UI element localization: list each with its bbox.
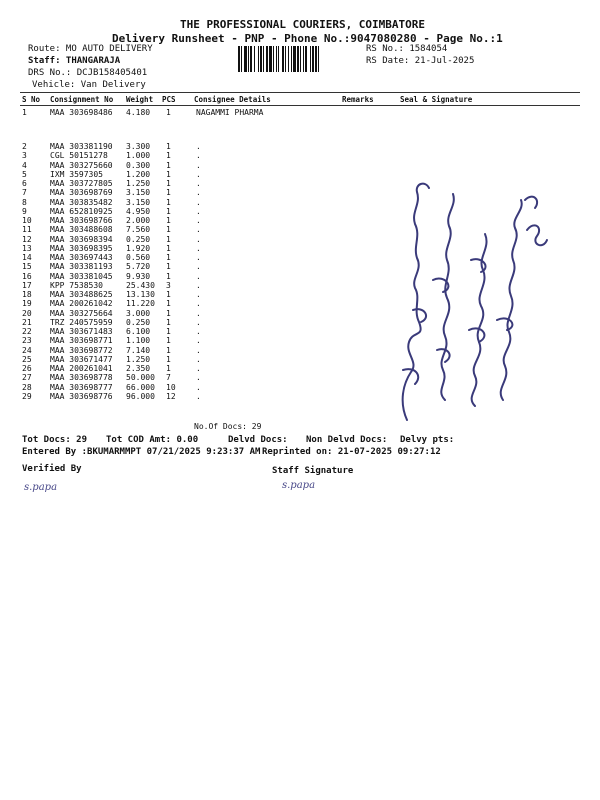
cell-consignment: MAA 303698778 xyxy=(50,373,113,383)
cell-weight: 0.300 xyxy=(126,160,151,170)
col-remarks: Remarks xyxy=(342,95,374,104)
cell-weight: 1.250 xyxy=(126,179,151,188)
cell-consignment: MAA 303381045 xyxy=(50,271,113,281)
barcode-bar xyxy=(303,46,304,72)
barcode-bar xyxy=(273,46,274,72)
cell-sno: 19 xyxy=(22,299,32,309)
cell-sno: 14 xyxy=(22,253,32,262)
barcode-image xyxy=(238,46,362,72)
cell-consignment: MAA 200261041 xyxy=(50,364,113,373)
cell-consignment: TRZ 240575959 xyxy=(50,317,113,327)
cell-sno: 26 xyxy=(22,364,32,373)
barcode-bar xyxy=(305,46,307,72)
cell-sno: 10 xyxy=(22,216,32,225)
staff-signature-label: Staff Signature xyxy=(272,466,354,476)
cell-consignment: MAA 303671483 xyxy=(50,327,113,336)
cell-consignment: MAA 200261042 xyxy=(50,299,113,309)
non-delivered-docs: Non Delvd Docs: xyxy=(306,435,388,445)
cell-weight: 0.250 xyxy=(126,234,151,244)
barcode-bar xyxy=(258,46,259,72)
cell-weight: 1.200 xyxy=(126,169,151,179)
cell-weight: 96.000 xyxy=(126,391,155,401)
cell-weight: 5.720 xyxy=(126,262,151,272)
cell-sno: 28 xyxy=(22,382,32,392)
cell-pcs: 1 xyxy=(166,151,171,161)
barcode-bar xyxy=(269,46,272,72)
cell-consignee: . xyxy=(196,197,201,207)
cell-pcs: 12 xyxy=(166,391,176,401)
rs-number: RS No.: 1584054 xyxy=(366,44,448,54)
rs-date: RS Date: 21-Jul-2025 xyxy=(366,56,475,66)
cell-consignment: MAA 652810925 xyxy=(50,206,113,216)
cell-pcs: 1 xyxy=(166,234,171,244)
cell-sno: 29 xyxy=(22,391,32,401)
cell-consignee: NAGAMMI PHARMA xyxy=(196,108,264,117)
cell-weight: 4.950 xyxy=(126,206,151,216)
header-bottom-rule xyxy=(20,105,580,106)
barcode-bar xyxy=(266,46,268,72)
cell-pcs: 1 xyxy=(166,206,171,216)
cell-sno: 24 xyxy=(22,345,32,355)
barcode-bar xyxy=(278,46,279,72)
cell-consignment: MAA 303698771 xyxy=(50,336,113,346)
cell-weight: 4.180 xyxy=(126,108,151,117)
cell-consignee: . xyxy=(196,373,201,383)
cell-sno: 22 xyxy=(22,327,32,336)
cell-weight: 3.150 xyxy=(126,188,151,198)
cell-pcs: 1 xyxy=(166,169,171,179)
barcode-bar xyxy=(288,46,289,72)
barcode-bar xyxy=(248,46,249,72)
cell-consignee: . xyxy=(196,327,201,336)
cell-sno: 25 xyxy=(22,354,32,364)
cell-pcs: 1 xyxy=(166,345,171,355)
barcode-bar xyxy=(254,46,255,72)
cell-consignee: . xyxy=(196,142,201,151)
barcode-bar xyxy=(291,46,292,72)
cell-weight: 1.250 xyxy=(126,354,151,364)
cell-consignee: . xyxy=(196,290,201,299)
col-consignee: Consignee Details xyxy=(194,95,271,104)
cell-pcs: 1 xyxy=(166,364,171,373)
cell-weight: 3.150 xyxy=(126,197,151,207)
cell-consignee: . xyxy=(196,271,201,281)
cell-sno: 16 xyxy=(22,271,32,281)
barcode-bar xyxy=(244,46,247,72)
cell-consignee: . xyxy=(196,225,201,235)
barcode-bar xyxy=(276,46,277,72)
barcode-bar xyxy=(310,46,311,72)
barcode-bar xyxy=(297,46,299,72)
cell-weight: 2.350 xyxy=(126,364,151,373)
barcode-bar xyxy=(260,46,262,72)
cell-sno: 20 xyxy=(22,308,32,318)
barcode-bar xyxy=(238,46,240,72)
cell-consignment: KPP 7538530 xyxy=(50,280,103,290)
total-docs: Tot Docs: 29 xyxy=(22,435,88,445)
cell-sno: 18 xyxy=(22,290,32,299)
cell-consignee: . xyxy=(196,345,201,355)
barcode-bar xyxy=(300,46,301,72)
cell-weight: 13.130 xyxy=(126,290,155,299)
cell-consignee: . xyxy=(196,317,201,327)
verified-by-signature: s.papa xyxy=(24,482,58,493)
cell-consignment: MAA 303698395 xyxy=(50,243,113,253)
cell-consignee: . xyxy=(196,299,201,309)
cell-sno: 6 xyxy=(22,179,27,188)
barcode-bar xyxy=(318,46,319,72)
cell-weight: 1.920 xyxy=(126,243,151,253)
cell-pcs: 1 xyxy=(166,179,171,188)
barcode-bar xyxy=(250,46,252,72)
cell-consignment: MAA 303698772 xyxy=(50,345,113,355)
col-consignment: Consignment No xyxy=(50,95,114,104)
cell-consignee: . xyxy=(196,160,201,170)
handwritten-signature-scrawl xyxy=(385,170,555,430)
cell-consignment: MAA 303698394 xyxy=(50,234,113,244)
cell-sno: 17 xyxy=(22,280,32,290)
cell-pcs: 1 xyxy=(166,225,171,235)
cell-pcs: 1 xyxy=(166,271,171,281)
cell-sno: 15 xyxy=(22,262,32,272)
cell-sno: 7 xyxy=(22,188,27,198)
cell-consignee: . xyxy=(196,336,201,346)
cell-pcs: 1 xyxy=(166,243,171,253)
cell-pcs: 1 xyxy=(166,262,171,272)
cell-pcs: 1 xyxy=(166,142,171,151)
cell-weight: 9.930 xyxy=(126,271,151,281)
cell-consignment: MAA 303698776 xyxy=(50,391,113,401)
cell-consignment: MAA 303275664 xyxy=(50,308,113,318)
no-of-docs: No.Of Docs: 29 xyxy=(194,422,262,431)
header-top-rule xyxy=(20,92,580,93)
barcode-bar xyxy=(282,46,284,72)
cell-weight: 25.430 xyxy=(126,280,155,290)
cell-weight: 7.560 xyxy=(126,225,151,235)
cell-consignee: . xyxy=(196,391,201,401)
cell-sno: 8 xyxy=(22,197,27,207)
cell-weight: 7.140 xyxy=(126,345,151,355)
delivery-points: Delvy pts: xyxy=(400,435,455,445)
drs-number: DRS No.: DCJB158405401 xyxy=(28,68,148,78)
cell-sno: 13 xyxy=(22,243,32,253)
cell-pcs: 1 xyxy=(166,188,171,198)
col-weight: Weight xyxy=(126,95,154,104)
cell-consignee: . xyxy=(196,169,201,179)
cell-consignment: IXM 3597305 xyxy=(50,169,103,179)
cell-sno: 3 xyxy=(22,151,27,161)
cell-pcs: 1 xyxy=(166,160,171,170)
cell-sno: 5 xyxy=(22,169,27,179)
cell-consignee: . xyxy=(196,179,201,188)
cell-pcs: 10 xyxy=(166,382,176,392)
cell-consignment: MAA 303381190 xyxy=(50,142,113,151)
staff-signature: s.papa xyxy=(282,480,316,491)
cell-weight: 6.100 xyxy=(126,327,151,336)
cell-pcs: 1 xyxy=(166,308,171,318)
cell-consignee: . xyxy=(196,382,201,392)
cell-consignee: . xyxy=(196,216,201,225)
col-seal-signature: Seal & Signature xyxy=(400,95,473,104)
cell-sno: 1 xyxy=(22,108,27,117)
cell-consignee: . xyxy=(196,188,201,198)
cell-consignee: . xyxy=(196,308,201,318)
cell-sno: 2 xyxy=(22,142,27,151)
runsheet-title: Delivery Runsheet - PNP - Phone No.:9047080280 - Page No.:1 xyxy=(112,32,503,45)
cell-weight: 1.000 xyxy=(126,151,151,161)
cell-weight: 50.000 xyxy=(126,373,155,383)
cell-consignee: . xyxy=(196,206,201,216)
route-label: Route: MO AUTO DELIVERY xyxy=(28,44,153,54)
cell-consignee: . xyxy=(196,280,201,290)
cell-consignment: MAA 303671477 xyxy=(50,354,113,364)
cell-consignee: . xyxy=(196,151,201,161)
cell-weight: 66.000 xyxy=(126,382,155,392)
cell-consignee: . xyxy=(196,234,201,244)
company-name: THE PROFESSIONAL COURIERS, COIMBATORE xyxy=(180,18,426,31)
entered-by: Entered By :BKUMARMMPT 07/21/2025 9:23:37 AM xyxy=(22,447,261,457)
cell-consignment: MAA 303381193 xyxy=(50,262,113,272)
cell-pcs: 1 xyxy=(166,253,171,262)
cell-pcs: 1 xyxy=(166,216,171,225)
cell-pcs: 1 xyxy=(166,290,171,299)
table-row xyxy=(0,108,600,119)
cell-consignment: MAA 303275660 xyxy=(50,160,113,170)
cell-weight: 0.560 xyxy=(126,253,151,262)
barcode-bar xyxy=(312,46,314,72)
delivered-docs: Delvd Docs: xyxy=(228,435,288,445)
col-sno: S No xyxy=(22,95,41,104)
cell-consignment: CGL 50151278 xyxy=(50,151,108,161)
cell-consignee: . xyxy=(196,364,201,373)
cell-sno: 12 xyxy=(22,234,32,244)
cell-weight: 1.100 xyxy=(126,336,151,346)
reprinted-on: Reprinted on: 21-07-2025 09:27:12 xyxy=(262,447,441,457)
barcode-bar xyxy=(285,46,286,72)
cell-pcs: 3 xyxy=(166,280,171,290)
cell-sno: 21 xyxy=(22,317,32,327)
cell-pcs: 1 xyxy=(166,327,171,336)
cell-consignee: . xyxy=(196,262,201,272)
cell-pcs: 1 xyxy=(166,197,171,207)
cell-consignment: MAA 303835482 xyxy=(50,197,113,207)
cell-weight: 11.220 xyxy=(126,299,155,309)
cell-pcs: 1 xyxy=(166,336,171,346)
cell-sno: 4 xyxy=(22,160,27,170)
verified-by-label: Verified By xyxy=(22,464,82,474)
barcode-bar xyxy=(315,46,317,72)
cell-sno: 23 xyxy=(22,336,32,346)
col-pcs: PCS xyxy=(162,95,176,104)
cell-weight: 3.300 xyxy=(126,142,151,151)
barcode-bar xyxy=(263,46,264,72)
cell-pcs: 1 xyxy=(166,354,171,364)
vehicle-label: Vehicle: Van Delivery xyxy=(32,80,146,90)
cell-consignee: . xyxy=(196,354,201,364)
barcode-bar xyxy=(241,46,242,72)
cell-weight: 2.000 xyxy=(126,216,151,225)
cell-consignment: MAA 303698777 xyxy=(50,382,113,392)
cell-weight: 0.250 xyxy=(126,317,151,327)
cell-pcs: 1 xyxy=(166,317,171,327)
cell-consignment: MAA 303727805 xyxy=(50,179,113,188)
cell-consignment: MAA 303698766 xyxy=(50,216,113,225)
cell-consignee: . xyxy=(196,243,201,253)
cell-pcs: 1 xyxy=(166,299,171,309)
cell-sno: 11 xyxy=(22,225,32,235)
cell-consignment: MAA 303698486 xyxy=(50,108,113,117)
cell-weight: 3.000 xyxy=(126,308,151,318)
cell-consignment: MAA 303698769 xyxy=(50,188,113,198)
cell-sno: 9 xyxy=(22,206,27,216)
cell-sno: 27 xyxy=(22,373,32,383)
barcode-bar xyxy=(293,46,296,72)
cell-consignee: . xyxy=(196,253,201,262)
cell-consignment: MAA 303488608 xyxy=(50,225,113,235)
cell-consignment: MAA 303488625 xyxy=(50,290,113,299)
cell-pcs: 7 xyxy=(166,373,171,383)
staff-label: Staff: THANGARAJA xyxy=(28,56,121,66)
cell-pcs: 1 xyxy=(166,108,171,117)
total-cod-amount: Tot COD Amt: 0.00 xyxy=(106,435,199,445)
cell-consignment: MAA 303697443 xyxy=(50,253,113,262)
